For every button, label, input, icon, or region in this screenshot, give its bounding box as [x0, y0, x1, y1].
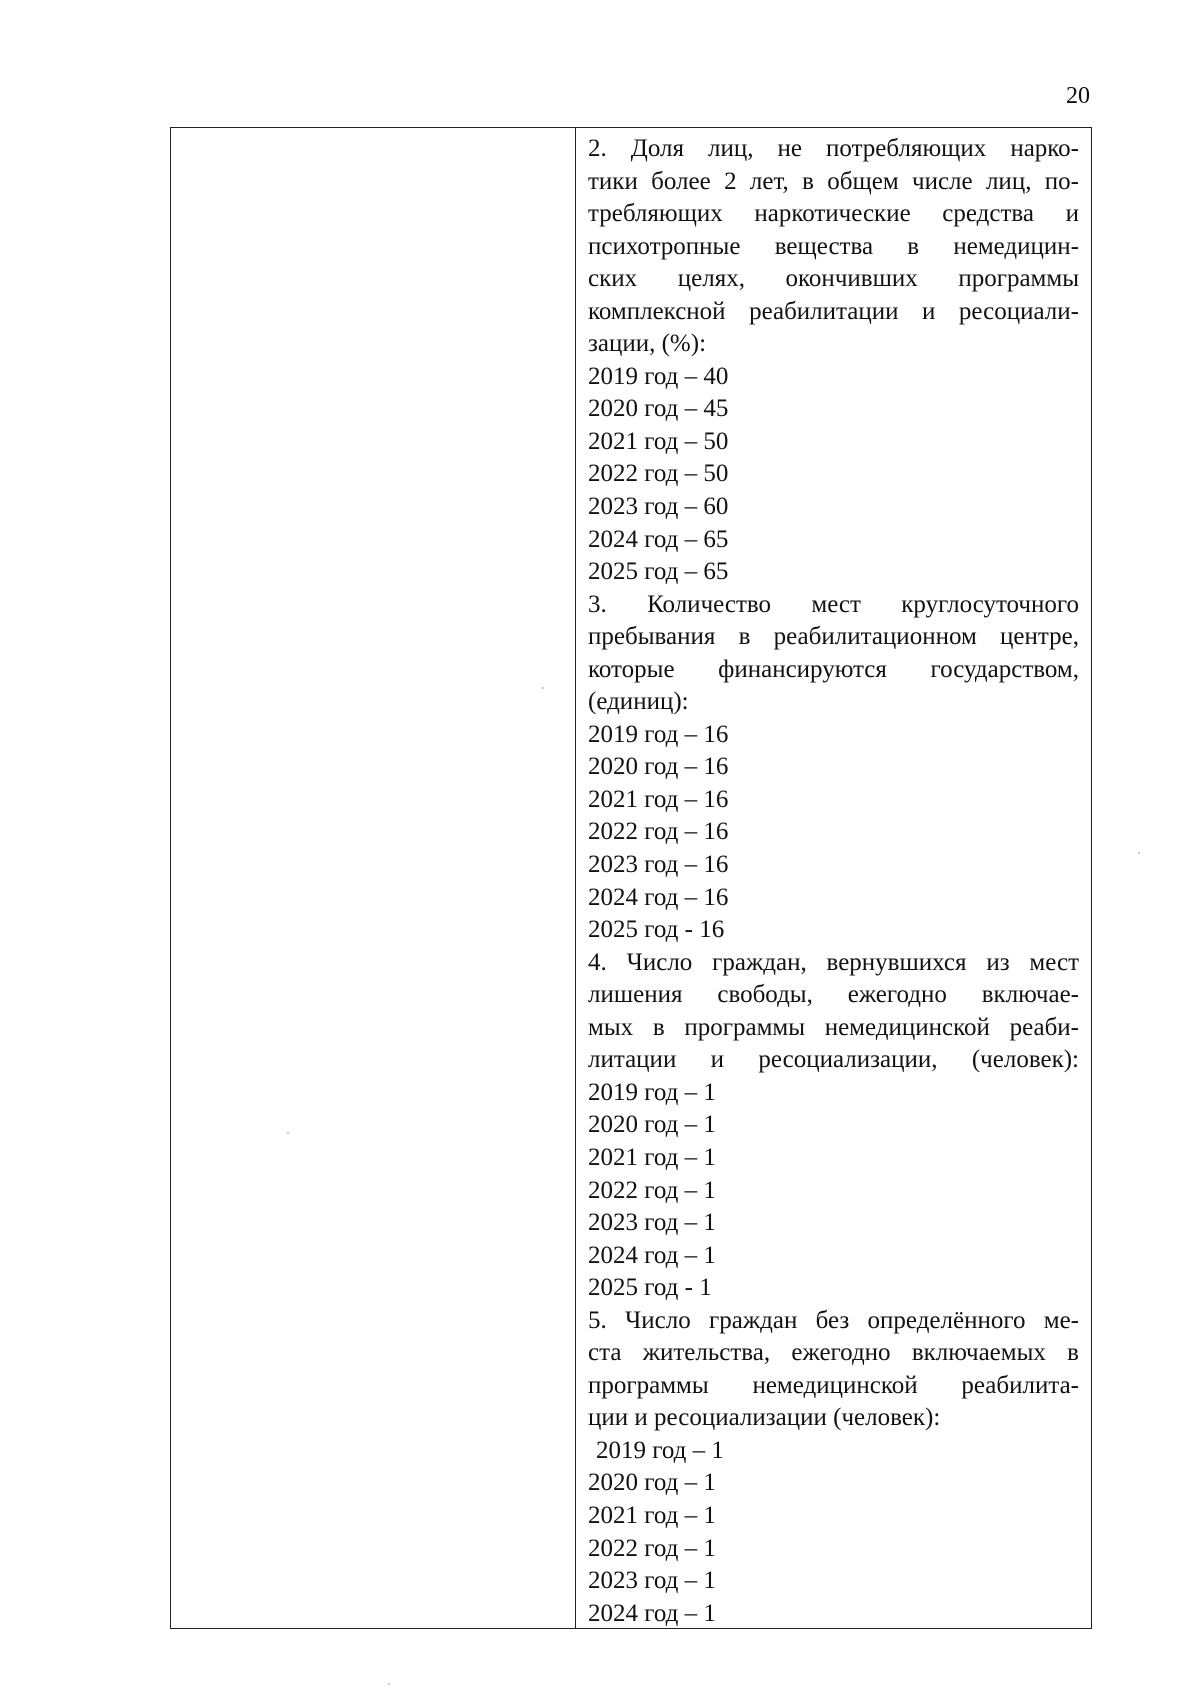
text-line: 2024 год – 1 — [588, 1599, 716, 1627]
text-line: 2019 год – 40 — [588, 362, 729, 390]
text-line: 2020 год – 1 — [588, 1111, 716, 1139]
text-line: 2023 год – 1 — [588, 1209, 716, 1237]
scan-speck — [542, 687, 544, 689]
text-line: 2021 год – 16 — [588, 785, 729, 813]
text-line: 2022 год – 16 — [588, 818, 729, 846]
text-line: 5. Число граждан без определённого ме- — [588, 1306, 1079, 1334]
text-line: 2025 год - 1 — [588, 1274, 712, 1302]
text-line: 2021 год – 50 — [588, 427, 729, 455]
scan-speck — [388, 1683, 390, 1685]
document-table — [170, 127, 1092, 1629]
text-line: программы немедицинской реабилита- — [588, 1371, 1079, 1399]
text-line: 2023 год – 1 — [588, 1567, 716, 1595]
text-line: требляющих наркотические средства и — [588, 200, 1079, 228]
text-line: 2022 год – 1 — [588, 1534, 716, 1562]
scan-speck — [1138, 852, 1140, 854]
text-line: пребывания в реабилитационном центре, — [588, 623, 1079, 651]
text-line: 2024 год – 16 — [588, 883, 729, 911]
text-line: 2020 год – 45 — [588, 395, 729, 423]
text-line: 2024 год – 65 — [588, 525, 729, 553]
text-line: 2021 год – 1 — [588, 1143, 716, 1171]
text-line: комплексной реабилитации и ресоциали- — [588, 297, 1079, 325]
text-line: зации, (%): — [588, 330, 707, 358]
table-left-cell — [171, 128, 576, 1628]
text-line: 2023 год – 60 — [588, 493, 729, 521]
text-line: (единиц): — [588, 688, 689, 716]
text-line: которые финансируются государством, — [588, 655, 1079, 683]
text-line: 2019 год – 16 — [588, 720, 729, 748]
page-number: 20 — [1066, 83, 1090, 109]
text-line: 2022 год – 1 — [588, 1176, 716, 1204]
text-line: тики более 2 лет, в общем числе лиц, по- — [588, 167, 1079, 195]
text-line: 2019 год – 1 — [596, 1436, 724, 1464]
text-line: 3. Количество мест круглосуточного — [588, 590, 1079, 618]
text-line: лишения свободы, ежегодно включае- — [588, 981, 1079, 1009]
text-line: 2019 год – 1 — [588, 1078, 716, 1106]
text-line: 2023 год – 16 — [588, 851, 729, 879]
scan-speck — [287, 1132, 289, 1134]
text-line: мых в программы немедицинской реаби- — [588, 1013, 1079, 1041]
text-line: ских целях, окончивших программы — [588, 265, 1079, 293]
text-line: ста жительства, ежегодно включаемых в — [588, 1339, 1079, 1367]
text-line: 2. Доля лиц, не потребляющих нарко- — [588, 135, 1079, 162]
text-line: 2021 год – 1 — [588, 1501, 716, 1529]
text-line: 4. Число граждан, вернувшихся из мест — [588, 948, 1079, 976]
text-line: ции и ресоциализации (человек): — [588, 1404, 941, 1432]
text-line: 2020 год – 1 — [588, 1469, 716, 1497]
text-line: литации и ресоциализации, (человек): — [588, 1046, 1079, 1074]
text-line: 2025 год – 65 — [588, 558, 729, 586]
text-line: 2025 год - 16 — [588, 916, 725, 944]
text-line: психотропные вещества в немедицин- — [588, 232, 1079, 260]
text-line: 2020 год – 16 — [588, 753, 729, 781]
table-right-cell — [577, 128, 1091, 1628]
text-line: 2024 год – 1 — [588, 1241, 716, 1269]
text-line: 2022 год – 50 — [588, 460, 729, 488]
